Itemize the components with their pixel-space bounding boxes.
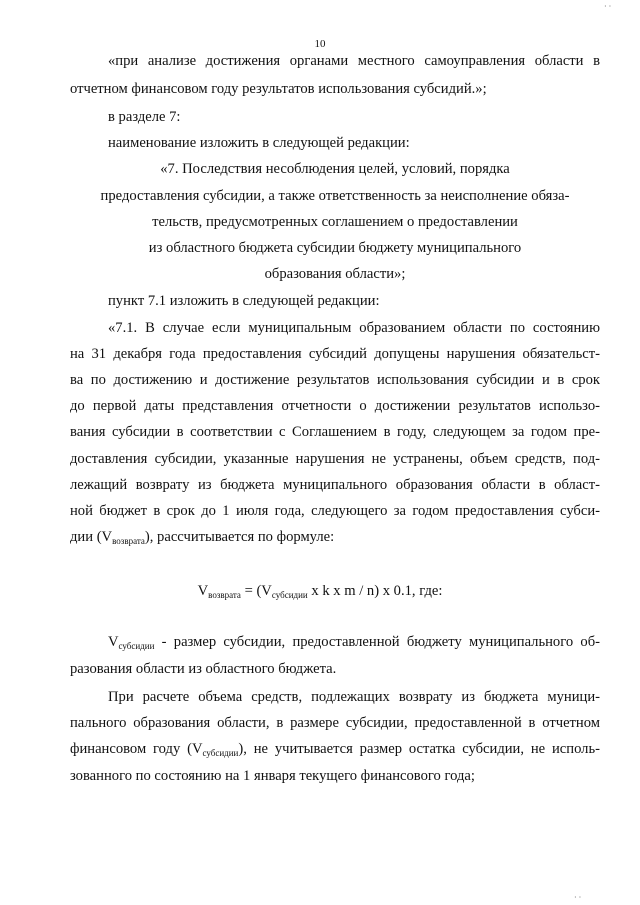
text-line-17: лежащий возврату из бюджета муниципального образования области в област- (70, 477, 600, 493)
subscript: возврата (112, 536, 145, 546)
text-line-12: на 31 декабря года предоставления субсидий допущены нарушения обязательст- (70, 346, 600, 362)
text-fragment: - размер субсидии, предоставленной бюджету муниципального об- (154, 634, 600, 650)
scan-mark-bottom: · · (574, 893, 582, 902)
section-title-line-5: образования области»; (264, 266, 406, 282)
text-line-18: ной бюджет в срок до 1 июля года, следующего за годом предоставления субси- (70, 503, 600, 519)
text-line-14: до первой даты представления отчетности о достижении результатов использо- (70, 398, 600, 414)
text-fragment: V (108, 634, 119, 650)
text-line-13: ва по достижению и достижение результатов использования субсидии и в срок (70, 372, 600, 388)
text-line-25 (70, 740, 600, 758)
formula (0, 583, 640, 600)
text-line-26: зованного по состоянию на 1 января текущего финансового года; (70, 768, 475, 784)
text-fragment: финансовом году (V (70, 741, 203, 757)
text-line-4: наименование изложить в следующей редакции: (108, 135, 410, 151)
formula-part: = (V (240, 583, 272, 599)
subscript: субсидии (202, 748, 239, 758)
section-title-line-4: из областного бюджета субсидии бюджету муниципального (148, 240, 522, 256)
text-fragment: дии (V (70, 529, 113, 545)
text-line-10: пункт 7.1 изложить в следующей редакции: (108, 293, 380, 309)
formula-part: x k x m / n) x 0.1, где: (307, 583, 443, 599)
text-line-23: При расчете объема средств, подлежащих возврату из бюджета муници- (108, 689, 600, 705)
page-number: 10 (314, 38, 326, 50)
section-title-line-1: «7. Последствия несоблюдения целей, условий, порядка (160, 161, 510, 177)
text-line-11: «7.1. В случае если муниципальным образованием области по состоянию (108, 320, 600, 336)
scan-mark-top: · · (604, 2, 612, 11)
text-line-1: «при анализе достижения органами местного самоуправления области в (108, 53, 600, 69)
formula-part: V (197, 583, 209, 599)
section-title-line-3: тельств, предусмотренных соглашением о предоставлении (152, 214, 518, 230)
text-fragment: ), рассчитывается по формуле: (144, 529, 335, 545)
subscript: субсидии (118, 641, 155, 651)
text-line-19 (70, 528, 334, 546)
text-line-15: вания субсидии в соответствии с Соглашением в году, следующем за годом пре- (70, 424, 600, 440)
text-fragment: ), не учитывается размер остатка субсидии, не исполь- (238, 741, 600, 757)
formula-subscript: субсидии (271, 590, 308, 600)
section-title-line-2: предоставления субсидии, а также ответственность за неисполнение обяза- (100, 188, 570, 204)
text-line-16: доставления субсидии, указанные нарушения не устранены, объем средств, под- (70, 451, 600, 467)
text-line-21 (108, 633, 600, 651)
text-line-3: в разделе 7: (108, 109, 181, 125)
text-line-22: разования области из областного бюджета. (70, 661, 337, 677)
text-line-24: пального образования области, в размере субсидии, предоставленной в отчетном (70, 715, 600, 731)
formula-subscript: возврата (208, 590, 241, 600)
text-line-2: отчетном финансовом году результатов использования субсидий.»; (70, 81, 487, 97)
